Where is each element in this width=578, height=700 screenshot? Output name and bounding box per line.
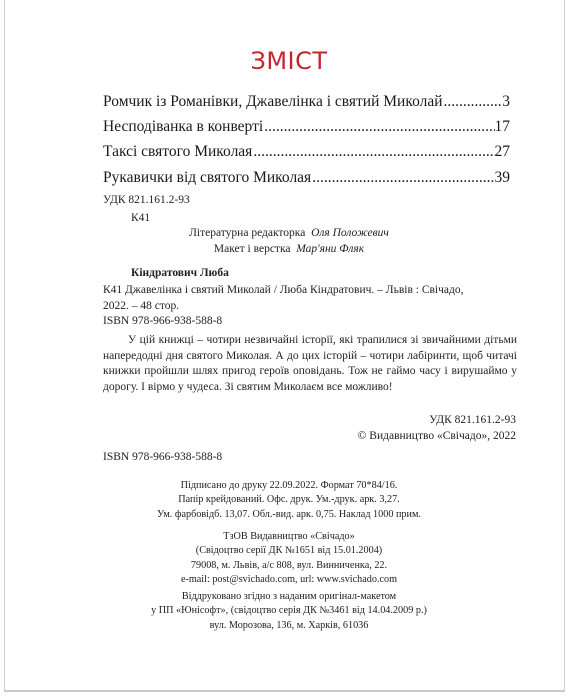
publisher-contacts: e-mail: post@svichado.com, url: www.svichado.com [180,573,398,585]
toc-leader-dots [263,118,494,136]
printer-line: у ПП «Юнісофт», (свідоцтво серія ДК №3461 від 14.04.2009 р.) [151,605,427,617]
toc-entry-page: 3 [502,93,510,110]
table-of-contents [103,93,510,194]
toc-leader-dots [311,169,494,187]
layout-name: Мар'яни Фляк [296,242,365,255]
toc-entry-3[interactable] [103,143,510,168]
toc-entry-title: Несподіванка в конверті [103,118,264,136]
editor-role: Літературна редакторка [189,227,306,239]
imprint-line: Підписано до друку 22.09.2022. Формат 70*84/16. [180,480,398,491]
layout-credit [0,242,578,258]
udk-code: УДК 821.161.2-93 [103,194,190,206]
toc-leader-dots [252,143,494,161]
toc-entry-title: Рукавички від святого Миколая [103,168,312,186]
toc-entry-title: Таксі святого Миколая [103,143,253,161]
biblio-isbn: ISBN 978-966-938-588-8 [103,315,223,328]
toc-entry-page: 39 [494,168,510,186]
print-imprint [0,479,578,522]
toc-entry-4[interactable] [103,169,510,194]
credits [0,226,578,257]
toc-entry-page: 27 [494,143,510,161]
author-name: Кіндратович Люба [131,267,229,279]
toc-leader-dots [443,93,503,111]
book-abstract: У цій книжці – чотири незвичайні історії, які трапилися зі звичайними дітьми напередодні дня святого Миколая. А до цих історій – чотири лабіринти, щоб читачі книжки пройшли шлях пригод героїв оповідань. Тож не гаймо часу і вирушаймо у дорогу. І вірмо у чудеса. Зі святим Миколаєм все можливо! [103,334,517,393]
printer-line: вул. Морозова, 136, м. Харків, 61036 [209,619,369,631]
publisher-info [0,530,578,587]
printer-line: Віддруковано згідно з наданим оригінал-макетом [181,591,397,602]
toc-entry-page: 17 [494,118,510,136]
editor-name: Оля Положевич [311,227,389,239]
editor-credit [0,226,578,242]
contents-heading: ЗМІСТ [250,47,328,75]
imprint-line: Папір крейдований. Офс. друк. Ум.-друк. арк. 3,27. [178,494,400,506]
publisher-line: 79008, м. Львів, а/с 808, вул. Винниченка, 22. [190,559,388,571]
author-mark: К41 [131,212,151,224]
biblio-line: 2022. – 48 стор. [103,299,180,312]
toc-entry-1[interactable] [103,93,510,118]
udk-code-bottom: УДК 821.161.2-93 [429,414,516,426]
isbn: ISBN 978-966-938-588-8 [103,451,223,463]
bibliographic-record [103,283,517,330]
layout-role: Макет і верстка [213,242,291,255]
toc-entry-2[interactable] [103,118,510,143]
imprint-line: Ум. фарбовідб. 13,07. Обл.-вид. арк. 0,75. Наклад 1000 прим. [157,508,421,520]
publisher-line: ТзОВ Видавництво «Свічадо» [223,531,355,542]
biblio-line: К41 Джавелінка і святий Миколай / Люба Кіндратович. – Львів : Свічадо, [103,284,464,296]
publisher-line: (Свідоцтво серії ДК №1651 від 15.01.2004) [195,545,383,557]
printer-info [0,590,578,633]
toc-entry-title: Ромчик із Романівки, Джавелінка і святий Миколай [103,93,443,110]
copyright-notice: © Видавництво «Свічадо», 2022 [357,430,516,442]
